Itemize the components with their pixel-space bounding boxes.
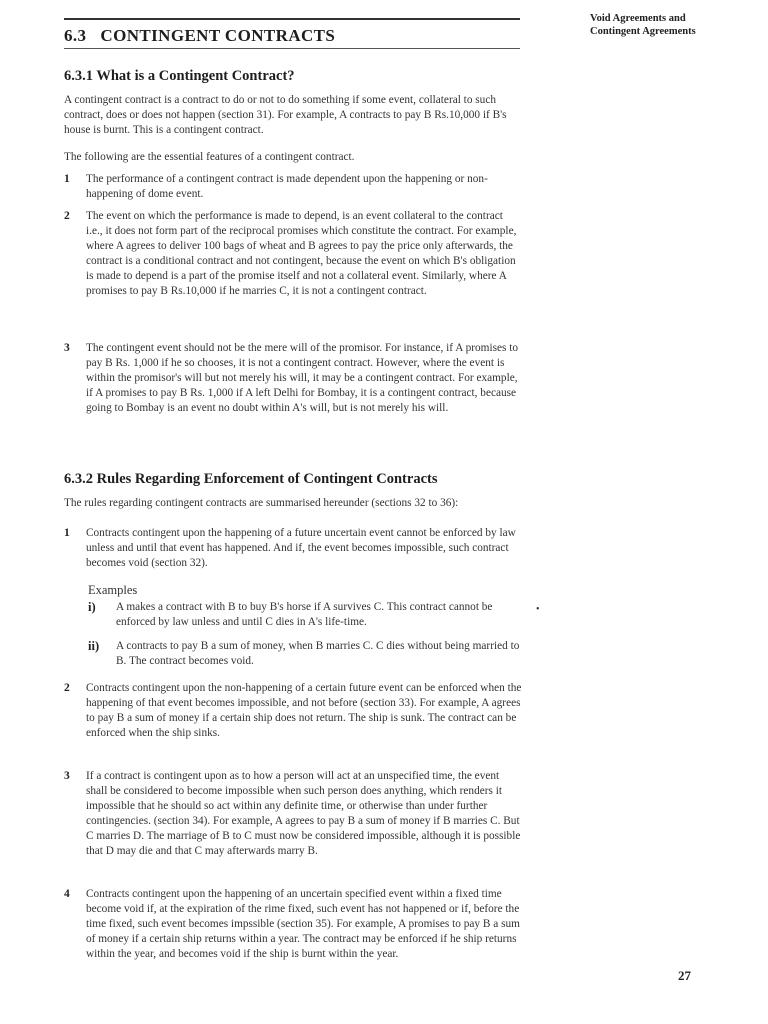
item-number: 1 [64, 173, 70, 185]
example-number: i) [88, 600, 96, 614]
running-head [590, 12, 760, 38]
item-text: The event on which the performance is made to depend, is an event collateral to the contract i.e., it does not form part of the reciprocal promises which constitute the contract. For example, where A agrees to deliver 100 bags of wheat and B agrees to pay the price only afterwards, the contract is a conditional contract and not contingent, because the event on which B's obligation is made to depend is a part of the promise itself and not a collateral event. Similarly, where A promises to pay B Rs.10,000 if he marries C, it is not a contingent contract. [86, 210, 517, 297]
title-rule [64, 48, 520, 49]
item-text: If a contract is contingent upon as to how a person will act at an unspecified time, the event shall be considered to become impossible when such person does anything, which renders it impossible that he should so act within any definite time, or otherwise than under further contingencies. (section 34). For example, A agrees to pay B a sum of money if B marries C. But C marries D. The marriage of B to C must now be considered impossible, although it is possible that D may die and that C may afterwards marry B. [86, 770, 521, 857]
item-text: Contracts contingent upon the happening of an uncertain specified event within a fixed time become void if, at the expiration of the rime fixed, such event has not happened or if, before the time fixed, such event becomes impssible (section 35). For example, A promises to pay B a sum of money if a certain ship returns within a year. The contract may be enforced if he ship returns within the year, and becomes void if the ship is burnt within the year. [86, 888, 520, 960]
item-text: Contracts contingent upon the happening of a future uncertain event cannot be enforced by law unless and until that event has happened. And if, the event becomes impossible, such contract becomes void (section 32). [86, 527, 516, 569]
item-text: Contracts contingent upon the non-happening of a certain future event can be enforced when the happening of that event becomes impossible, and not before (section 33). For example, A agrees to pay B a sum of money if a certain ship does not return. The ship is sunk. The contract can be enforced when the ship sinks. [86, 682, 522, 739]
item-number: 2 [64, 210, 70, 222]
features-lead: The following are the essential features of a contingent contract. [64, 151, 355, 163]
item-number: 2 [64, 682, 70, 694]
stray-dot: • [536, 604, 540, 615]
item-number: 1 [64, 527, 70, 539]
item-text: The contingent event should not be the mere will of the promisor. For instance, if A promises to pay B Rs. 1,000 if he so chooses, it is not a contingent contract. However, where the event is within the promisor's will but not merely his will, it may be a contingent contract. For example, if A promises to pay B Rs. 1,000 if A left Delhi for Bombay, it is a contingent contract, because going to Bombay is an event no doubt within A's will, but is not merely his will. [86, 342, 519, 414]
subsection-title-6-3-2: 6.3.2 Rules Regarding Enforcement of Contingent Contracts [64, 471, 438, 487]
examples-heading: Examples [88, 583, 138, 597]
intro-paragraph: A contingent contract is a contract to do or not to do something if some event, collateral to such contract, does or does not happen (section 31). For example, A contracts to pay B Rs.10,000 if B's house is burnt. This is a contingent contract. [64, 94, 507, 136]
item-number: 4 [64, 888, 70, 900]
item-number: 3 [64, 770, 70, 782]
page-number: 27 [678, 968, 691, 983]
top-rule [64, 18, 520, 20]
running-head-line-1: Void Agreements and [590, 13, 686, 24]
subsection-title-6-3-1: 6.3.1 What is a Contingent Contract? [64, 68, 295, 84]
example-number: ii) [88, 639, 100, 653]
item-number: 3 [64, 342, 70, 354]
item-text: The performance of a contingent contract is made dependent upon the happening or non-happening of dome event. [86, 173, 488, 200]
rules-lead: The rules regarding contingent contracts are summarised hereunder (sections 32 to 36): [64, 497, 459, 509]
section-title [64, 26, 335, 46]
running-head-line-2: Contingent Agreements [590, 26, 696, 37]
example-text: A contracts to pay B a sum of money, when B marries C. C dies without being married to B. The contract becomes void. [116, 640, 520, 667]
section-number: 6.3 [64, 26, 87, 45]
section-title-text: CONTINGENT CONTRACTS [100, 26, 336, 45]
example-text: A makes a contract with B to buy B's horse if A survives C. This contract cannot be enforced by law unless and until C dies in A's life-time. [116, 601, 493, 628]
